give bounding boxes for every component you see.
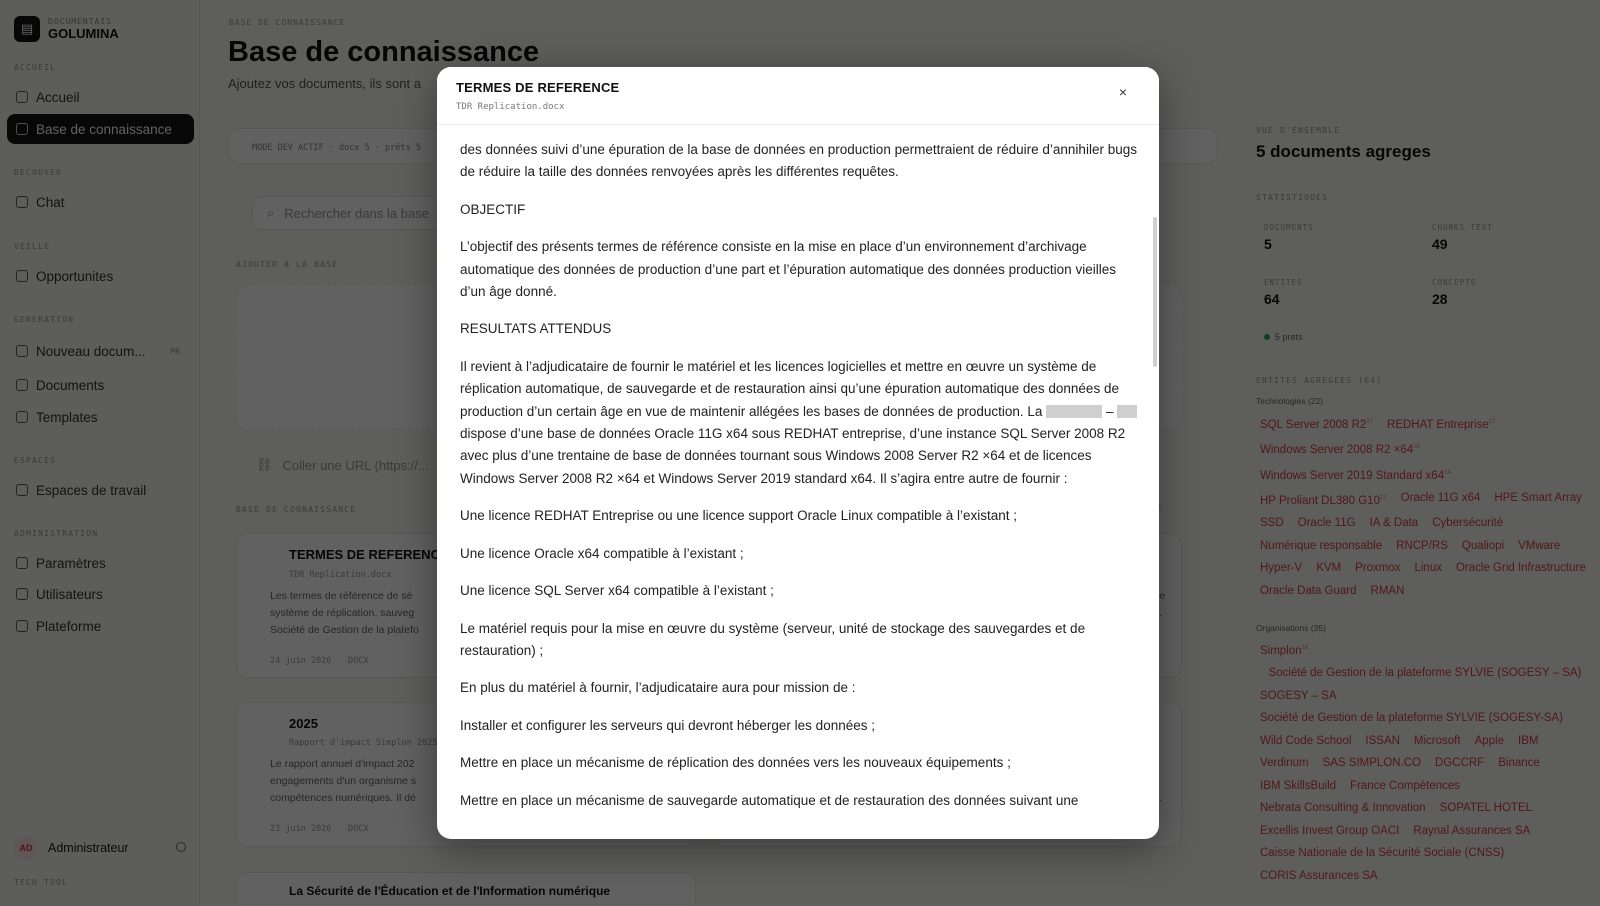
modal-paragraph: L’objectif des présents termes de référence consiste en la mise en place d’un environnement d’archivage automatique des données de production d’une part et l’épuration automatique des données production vieilles d’un âge donné. [460, 239, 1116, 300]
redacted-block [1046, 405, 1102, 418]
close-button[interactable] [1112, 81, 1134, 103]
modal-paragraph: En plus du matériel à fournir, l’adjudicataire aura pour mission de : [460, 680, 856, 696]
modal-header [437, 67, 1159, 125]
modal-filename: TDR Replication.docx [456, 102, 565, 112]
modal-paragraph [460, 356, 1140, 490]
document-preview-modal [437, 67, 1159, 839]
modal-heading: RESULTATS ATTENDUS [460, 321, 612, 337]
redacted-block [1117, 405, 1137, 418]
modal-body[interactable] [460, 125, 1140, 839]
modal-paragraph: Une licence SQL Server x64 compatible à l’existant ; [460, 583, 774, 599]
modal-heading: OBJECTIF [460, 201, 526, 217]
modal-paragraph-text: Il revient à l’adjudicataire de fournir le matériel et les licences logicielles et mettre en œuvre un système de réplication automatique, de sauvegarde et de restauration ainsi qu’une épuration automatique des données de production d’un certain âge en vue de maintenir allégées les bases de données de production. La [460, 358, 1119, 419]
modal-scrollbar[interactable] [1153, 217, 1157, 367]
redaction-dash: – [1105, 403, 1114, 419]
modal-paragraph: Installer et configurer les serveurs qui devront héberger les données ; [460, 717, 875, 733]
modal-paragraph: Mettre en place un mécanisme de sauvegarde automatique et de restauration des données suivant une [460, 792, 1079, 808]
modal-title: TERMES DE REFERENCE [456, 80, 620, 95]
modal-paragraph: des données suivi d’une épuration de la base de données en production permettraient de réduire d’annihiler bugs de réduire la taille des données renvoyées après les différentes requêtes. [460, 142, 1137, 180]
modal-paragraph: Une licence Oracle x64 compatible à l’existant ; [460, 545, 744, 561]
modal-paragraph: Mettre en place un mécanisme de réplication des données vers les nouveaux équipements ; [460, 755, 1011, 771]
modal-paragraph-text: dispose d’une base de données Oracle 11G x64 sous REDHAT entreprise, d’une instance SQL Server 2008 R2 avec plus d’une trentaine de base de données tournant sous Windows 2008 Server R2 ×64 et de licences Windows Server 2008 R2 ×64 et Windows Server 2019 standard x64. Il s’agira entre autre de fournir : [460, 426, 1126, 486]
close-icon: × [1118, 84, 1128, 100]
modal-paragraph: Le matériel requis pour la mise en œuvre du système (serveur, unité de stockage des sauvegardes et de restauration) ; [460, 620, 1086, 658]
modal-paragraph: Une licence REDHAT Entreprise ou une licence support Oracle Linux compatible à l’existant ; [460, 508, 1018, 524]
